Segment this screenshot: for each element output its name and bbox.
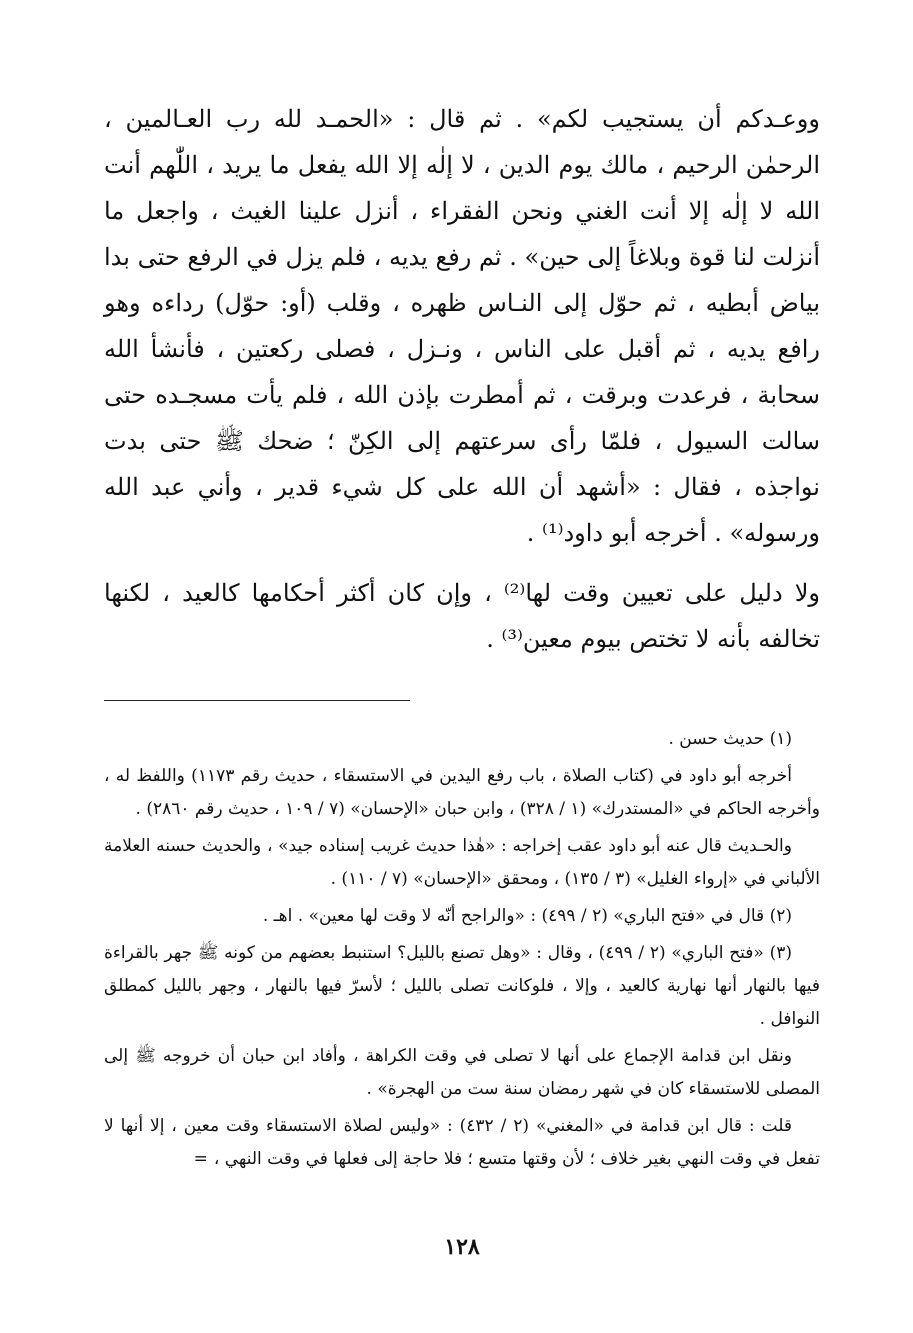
main-text — [104, 96, 820, 662]
footnote-3-qultu — [104, 1110, 820, 1176]
main-paragraph-2: ولا دليل على تعيين وقت لها⁽²⁾ ، وإن كان أكثر أحكامها كالعيد ، لكنها تخالفه بأنه لا تختص بيوم معين⁽³⁾ . — [104, 579, 820, 653]
footnote-2: (٢) قال في «فتح الباري» (٢ / ٤٩٩) : «والراجح أنّه لا وقت لها معين» . اهـ . — [262, 906, 792, 926]
continuation-mark: = — [193, 1149, 208, 1169]
main-paragraph-1: ووعـدكم أن يستجيب لكم» . ثم قال : «الحمـد لله رب العـالمين ، الرحمٰن الرحيم ، مالك يوم الدين ، لا إلٰه إلا الله يفعل ما يريد ، اللّٰهم أنت الله لا إلٰه إلا أنت الغني ونحن الفقراء ، أنزل علينا الغيث ، واجعل ما أنزلت لنا قوة وبلاغاً إلى حين» . ثم رفع يديه ، فلم يزل في الرفع حتى بدا بياض أبطيه ، ثم حوّل إلى النـاس ظهره ، وقلب (أو: حوّل) رداءه وهو رافع يديه ، ثم أقبل على الناس ، ونـزل ، فصلى ركعتين ، فأنشأ الله سحابة ، فرعدت وبرقت ، ثم أمطرت بإذن الله ، فلم يأت مسجـده حتى سالت السيول ، فلمّا رأى سرعتهم إلى الكِنّ ؛ ضحك ﷺ حتى بدت نواجذه ، فقال : «أشهد أن الله على كل شيء قدير ، وأني عبد الله ورسوله» . أخرجه أبو داود⁽¹⁾ . — [104, 105, 820, 547]
footnotes — [104, 723, 820, 1176]
footnote-3-ijma: ونقل ابن قدامة الإجماع على أنها لا تصلى في وقت الكراهة ، وأفاد ابن حبان أن خروجه ﷺ إلى المصلى للاستسقاء كان في شهر رمضان سنة ست من الهجرة» . — [104, 1046, 820, 1099]
footnote-1-grading: والحـديث قال عنه أبو داود عقب إخراجه : «هٰذا حديث غريب إسناده جيد» ، والحديث حسنه العلامة الألباني في «إرواء الغليل» (٣ / ١٣٥) ، ومحقق «الإحسان» (٧ / ١١٠) . — [104, 836, 820, 889]
footnote-3-qultu-text: قلت : قال ابن قدامة في «المغني» (٢ / ٤٣٢) : «وليس لصلاة الاستسقاء وقت معين ، إلا أنها لا تفعل في وقت النهي بغير خلاف ؛ لأن وقتها متسع ؛ فلا حاجة إلى فعلها في وقت النهي ، — [104, 1116, 820, 1169]
page-number: ١٢٨ — [444, 1234, 480, 1260]
footnote-1-body: أخرجه أبو داود في (كتاب الصلاة ، باب رفع اليدين في الاستسقاء ، حديث رقم ١١٧٣) واللفظ له ، وأخرجه الحاكم في «المستدرك» (١ / ٣٢٨) ، وابن حبان «الإحسان» (٧ / ١٠٩ ، حديث رقم ٢٨٦٠) . — [104, 766, 820, 819]
footnote-1-head: (١) حديث حسن . — [668, 729, 792, 749]
book-page — [104, 96, 820, 1296]
footnote-3: (٣) «فتح الباري» (٢ / ٤٩٩) ، وقال : «وهل تصنع بالليل؟ استنبط بعضهم من كونه ﷺ جهر بالقراءة فيها بالنهار أنها نهارية كالعيد ، وإلا ، فلوكانت تصلى بالليل ؛ لأسرّ فيها بالنهار ، وجهر بالليل كمطلق النوافل . — [104, 943, 820, 1029]
footnote-separator — [104, 700, 410, 701]
